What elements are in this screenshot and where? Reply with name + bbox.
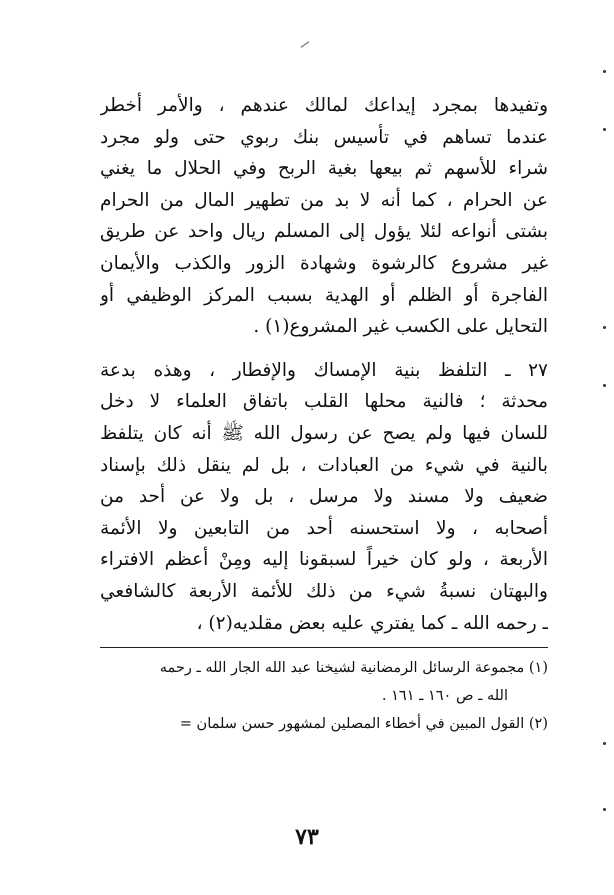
footnote-line: (٢) القول المبين في أخطاء المصلين لمشهور حسن سلمان = <box>179 716 548 732</box>
page-number: ٧٣ <box>295 824 319 850</box>
scan-mark <box>603 326 606 329</box>
text-line: شراء للأسهم ثم بيعها بغية الربح وفي الحلال ما يغني <box>100 158 548 180</box>
scan-mark <box>603 128 606 131</box>
text-line: الأربعة ، ولو كان خيراً لسبقونا إليه ومِنْ أعظم الافتراء <box>100 549 548 571</box>
text-line: بشتى أنواعه لئلا يؤول إلى المسلم ريال واحد عن طريق <box>100 221 548 243</box>
footnote-line: (١) مجموعة الرسائل الرمضانية لشيخنا عبد الله الجار الله ـ رحمه <box>159 660 548 676</box>
scan-mark <box>603 384 606 387</box>
paragraph-gap <box>100 343 548 355</box>
text-line: بالنية في شيء من العبادات ، بل لم ينقل ذلك بإسناد <box>100 454 548 476</box>
text-line: محدثة ؛ فالنية محلها القلب باتفاق العلماء لا دخل <box>100 391 548 413</box>
main-text <box>100 90 548 639</box>
text-line: غير مشروع كالرشوة وشهادة الزور والكذب والأيمان <box>100 252 548 274</box>
text-line: عندما تساهم في تأسيس بنك ربوي حتى ولو مجرد <box>100 126 548 148</box>
scan-mark <box>603 70 606 73</box>
text-line: أصحابه ، ولا استحسنه أحد من التابعين ولا الأئمة <box>100 517 548 539</box>
text-line: للسان فيها ولم يصح عن رسول الله ﷺ أنه كان يتلفظ <box>100 422 548 444</box>
footnote-divider <box>100 647 548 648</box>
footnote-line: الله ـ ص ١٦٠ ـ ١٦١ . <box>381 688 508 704</box>
scan-mark <box>603 742 606 745</box>
text-line: عن الحرام ، كما أنه لا بد من تطهير المال من الحرام <box>100 189 548 211</box>
text-line: ـ رحمه الله ـ كما يفتري عليه بعض مقلديه(٢) ، <box>196 612 548 634</box>
scan-mark <box>603 808 606 811</box>
text-line: التحايل على الكسب غير المشروع(١) . <box>253 316 548 338</box>
text-line: ٢٧ ـ التلفظ بنية الإمساك والإفطار ، وهذه بدعة <box>100 359 548 381</box>
footnotes <box>100 654 548 738</box>
text-line: الفاجرة أو الظلم أو الهدية بسبب المركز الوظيفي أو <box>100 284 548 306</box>
text-line: والبهتان نسبةُ شيء من ذلك للأئمة الأربعة كالشافعي <box>100 580 548 602</box>
scan-mark <box>301 41 310 48</box>
text-line: وتفيدها بمجرد إيداعك لمالك عندهم ، والأمر أخطر <box>100 95 548 116</box>
text-line: ضعيف ولا مسند ولا مرسل ، بل ولا عن أحد من <box>100 486 548 508</box>
